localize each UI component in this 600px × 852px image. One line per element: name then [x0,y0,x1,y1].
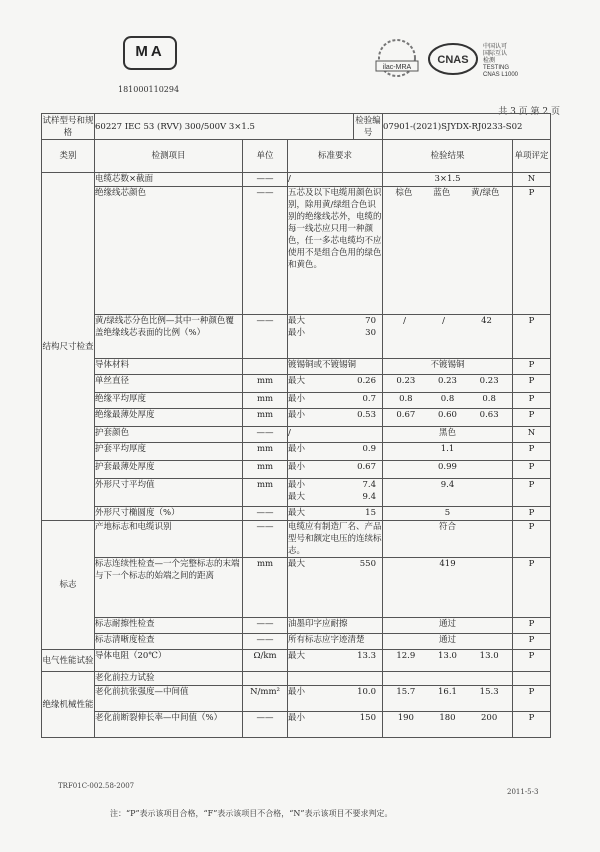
evaluation-cell: P [513,558,551,618]
result-1: 12.9 [396,651,416,661]
evaluation-cell: P [513,393,551,409]
req-label: 最小 [288,462,306,472]
result-2: 9.4 [440,480,455,490]
col-category: 类别 [42,140,95,173]
page-info: 共 3 页 第 2 页 [498,107,560,117]
model-value: 60227 IEC 53 (RVV) 300/500V 3×1.5 [95,114,354,140]
evaluation-cell: P [513,315,551,359]
result-cell [383,443,513,461]
result-cell [383,521,513,558]
req-label: 最小 [288,444,306,454]
req-label: 最大 [288,492,306,502]
result-cell [383,461,513,479]
table-row [42,507,551,521]
result-cell [383,634,513,650]
req-label: 最大 [288,651,306,661]
table-row [42,427,551,443]
req-label: 最大 [288,559,306,569]
evaluation-cell: P [513,686,551,712]
unit-cell: mm [243,393,288,409]
evaluation-cell: P [513,712,551,738]
result-3: 0.8 [482,394,496,404]
item-cell: 外形尺寸平均值 [95,479,243,507]
evaluation-cell: P [513,479,551,507]
result-3: 黄/绿色 [471,188,500,198]
result-1: 0.8 [399,394,413,404]
req-label: 最大 [288,508,306,518]
info-row [42,114,551,140]
item-cell: 护套最薄处厚度 [95,461,243,479]
requirement-cell [288,686,383,712]
result-cell [383,173,513,187]
req-label: 最小 [288,328,306,338]
col-result: 检验结果 [383,140,513,173]
req-value: 0.9 [362,444,376,454]
req-value: 70 [365,316,376,326]
result-2: / [442,316,445,326]
item-cell: 绝缘线芯颜色 [95,187,243,315]
unit-cell: —— [243,521,288,558]
table-row [42,461,551,479]
req-label: 最大 [288,376,306,386]
requirement-cell [288,375,383,393]
result-1: 棕色 [395,188,413,198]
table-row [42,375,551,393]
item-cell: 外形尺寸椭圆度（%） [95,507,243,521]
req-value: 550 [359,559,376,569]
table-row [42,672,551,686]
table-row [42,443,551,461]
unit-cell: —— [243,507,288,521]
evaluation-cell: P [513,650,551,672]
evaluation-cell: P [513,409,551,427]
result-rows [42,173,551,738]
req-value: 7.4 [362,480,376,490]
result-1: 15.7 [396,687,416,697]
result-cell [383,359,513,375]
category-cell: 绝缘机械性能 [42,672,95,738]
table-row [42,650,551,672]
result-1: 0.23 [396,376,416,386]
item-cell: 绝缘最薄处厚度 [95,409,243,427]
requirement-cell: / [288,427,383,443]
result-1: 190 [397,713,414,723]
cnas-caption: 中国认可 国际互认 检测 TESTING CNAS L1000 [483,44,519,78]
category-cell: 结构尺寸检查 [42,173,95,521]
table-row [42,521,551,558]
result-cell [383,507,513,521]
col-requirement: 标准要求 [288,140,383,173]
result-3: 0.23 [479,376,499,386]
requirement-cell [288,558,383,618]
req-label: 最小 [288,480,306,490]
result-cell [383,672,513,686]
item-cell: 护套平均厚度 [95,443,243,461]
evaluation-note: 注：“P”表示该项目合格，“F”表示该项目不合格，“N”表示该项目不要求判定。 [110,809,393,818]
cnas-logo [427,42,479,76]
result-1: / [403,316,406,326]
table-row [42,173,551,187]
requirement-cell: / [288,173,383,187]
table-row [42,359,551,375]
req-label: 最小 [288,410,306,420]
result-cell [383,618,513,634]
item-cell: 老化前拉力试验 [95,672,243,686]
item-cell: 单丝直径 [95,375,243,393]
requirement-cell [288,409,383,427]
unit-cell: —— [243,315,288,359]
result-3: 200 [481,713,498,723]
req-value: 150 [359,713,376,723]
requirement-cell [288,315,383,359]
header-row [42,140,551,173]
req-value: 9.4 [362,492,376,502]
result-2: 13.0 [438,651,457,661]
table-row [42,479,551,507]
requirement-cell [288,393,383,409]
unit-cell: mm [243,375,288,393]
unit-cell: mm [243,558,288,618]
unit-cell: N/mm² [243,686,288,712]
req-value: 13.3 [357,651,376,661]
evaluation-cell: P [513,521,551,558]
result-2: 蓝色 [433,188,451,198]
item-cell: 老化前断裂伸长率—中间值（%） [95,712,243,738]
result-cell [383,409,513,427]
requirement-cell: 电缆应有制造厂名、产品型号和额定电压的连续标志。 [288,522,382,556]
ma-logo: MA [123,36,177,70]
table-row [42,618,551,634]
result-2: 0.99 [438,462,457,472]
result-2: 黑色 [438,428,456,438]
result-cell [383,712,513,738]
requirement-cell [288,443,383,461]
evaluation-cell: P [513,375,551,393]
result-3: 42 [481,316,492,326]
result-cell [383,393,513,409]
col-unit: 单位 [243,140,288,173]
item-cell: 老化前抗张强度—中间值 [95,686,243,712]
unit-cell: —— [243,173,288,187]
requirement-cell [288,507,383,521]
item-cell: 标志连续性检查—一个完整标志的末端与下一个标志的始端之间的距离 [95,558,243,618]
evaluation-cell: P [513,187,551,315]
requirement-cell [288,712,383,738]
unit-cell: —— [243,634,288,650]
result-2: 0.23 [438,376,457,386]
result-cell [383,427,513,443]
table-row [42,634,551,650]
evaluation-cell: P [513,634,551,650]
result-cell [383,375,513,393]
requirement-cell: 镀锡铜或不镀锡铜 [288,359,383,375]
result-cell [383,650,513,672]
result-1: 0.67 [396,410,416,420]
ilac-text: ilac-MRA [382,64,412,71]
result-2: 419 [439,559,456,569]
req-label: 最小 [288,687,306,697]
report-no-label: 检验编号 [355,115,381,138]
evaluation-cell [513,672,551,686]
form-code: TRF01C-002.58-2007 [58,782,135,790]
table-row [42,686,551,712]
table-row [42,187,551,315]
result-cell [383,558,513,618]
result-2: 通过 [438,635,456,645]
ilac-mra-logo [372,38,422,82]
requirement-cell [288,479,383,507]
req-value: 15 [365,508,376,518]
req-value: 0.53 [357,410,376,420]
item-cell: 标志耐擦性检查 [95,618,243,634]
item-cell: 护套颜色 [95,427,243,443]
result-cell [383,686,513,712]
result-2: 180 [439,713,456,723]
item-cell: 产地标志和电缆识别 [95,521,243,558]
cnas-text: CNAS [437,54,469,66]
category-cell: 标志 [42,521,95,650]
unit-cell: —— [243,187,288,315]
item-cell: 绝缘平均厚度 [95,393,243,409]
evaluation-cell: P [513,443,551,461]
result-cell [383,187,513,315]
result-2: 0.8 [440,394,455,404]
result-2: 不镀锡铜 [430,360,465,370]
unit-cell [243,672,288,686]
unit-cell: —— [243,427,288,443]
col-item: 检测项目 [95,140,243,173]
unit-cell [243,359,288,375]
unit-cell: mm [243,461,288,479]
result-2: 16.1 [438,687,457,697]
evaluation-cell: P [513,507,551,521]
req-value: 0.7 [362,394,376,404]
req-value: 0.67 [357,462,376,472]
unit-cell: mm [243,409,288,427]
evaluation-cell: N [513,427,551,443]
result-3: 15.3 [479,687,499,697]
req-label: 最小 [288,394,306,404]
result-2: 5 [444,508,451,518]
result-2: 符合 [438,522,456,532]
req-value: 10.0 [357,687,376,697]
req-label: 最大 [288,316,306,326]
col-evaluation: 单项评定 [513,140,551,173]
requirement-cell: 油墨印字应耐擦 [288,618,383,634]
unit-cell: Ω/km [243,650,288,672]
evaluation-cell: N [513,173,551,187]
evaluation-cell: P [513,359,551,375]
table-row [42,393,551,409]
result-3: 0.63 [479,410,499,420]
table-row [42,558,551,618]
result-2: 0.60 [438,410,457,420]
result-cell [383,479,513,507]
requirement-cell: 五芯及以下电缆用颜色识别，除用黄/绿组合色识别的绝缘线芯外，电缆的每一线芯应只用一种颜色，任一多芯电缆均不应使用不是组合色用的绿色和黄色。 [288,187,383,315]
table-row [42,315,551,359]
result-2: 3×1.5 [434,174,461,184]
table-row [42,712,551,738]
evaluation-cell: P [513,618,551,634]
item-cell: 电缆芯数×截面 [95,173,243,187]
table-row [42,409,551,427]
report-no-value: 07901-(2021)SJYDX-RJ0233-S02 [383,114,551,140]
evaluation-cell: P [513,461,551,479]
item-cell: 标志清晰度检查 [95,634,243,650]
result-2: 通过 [438,619,456,629]
unit-cell: —— [243,712,288,738]
unit-cell: mm [243,443,288,461]
requirement-cell [288,461,383,479]
model-label: 试样型号和规格 [42,115,94,138]
item-cell: 黄/绿线芯分色比例—其中一种颜色覆盖绝缘线芯表面的比例（%） [95,315,243,359]
result-2: 1.1 [440,444,455,454]
requirement-cell [288,650,383,672]
req-label: 最小 [288,713,306,723]
result-cell [383,315,513,359]
cert-number: 181000110294 [118,85,180,94]
report-table [41,113,551,738]
requirement-cell: 所有标志应字迹清楚 [288,634,383,650]
unit-cell: —— [243,618,288,634]
category-cell: 电气性能试验 [42,650,95,672]
requirement-cell [288,672,383,686]
result-3: 13.0 [479,651,499,661]
item-cell: 导体电阻（20℃） [95,650,243,672]
unit-cell: mm [243,479,288,507]
form-date: 2011-5-3 [507,788,539,796]
req-value: 0.26 [357,376,376,386]
req-value: 30 [365,328,376,338]
item-cell: 导体材料 [95,359,243,375]
